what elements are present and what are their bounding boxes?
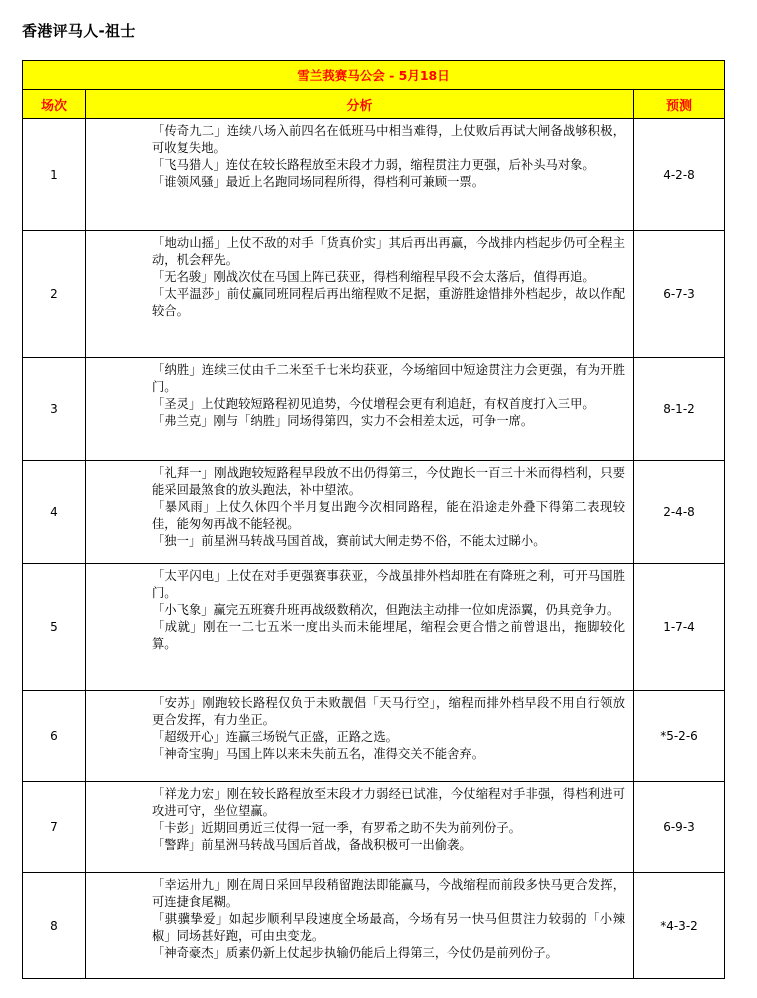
analysis-paragraph: 「幸运卅九」刚在周日采回早段稍留跑法即能赢马，今战缩程而前段多快马更合发挥，可连捷食尾糊。: [152, 878, 625, 909]
race-number: 3: [23, 358, 86, 461]
analysis-paragraph: 「无名骏」刚战次仗在马国上阵已获亚，得档利缩程早段不会太落后，值得再追。: [152, 270, 595, 284]
analysis-paragraph: 「地动山摇」上仗不敌的对手「货真价实」其后再出再赢，今战排内档起步仍可全程主动，机会秤先。: [152, 236, 625, 267]
analysis-cell: [86, 461, 634, 564]
analysis-cell: [86, 231, 634, 358]
analysis-paragraph: 「圣灵」上仗跑较短路程初见追势，今仗增程会更有利追赶，有权首度打入三甲。: [152, 397, 595, 411]
analysis-cell: [86, 691, 634, 782]
race-analysis-table: [22, 60, 725, 979]
analysis-paragraph: 「神奇宝驹」马国上阵以来未失前五名，准得交关不能舍弃。: [152, 747, 485, 761]
race-number: 4: [23, 461, 86, 564]
race-number: 8: [23, 873, 86, 979]
analysis-paragraph: 「骐骥挚爱」如起步顺利早段速度全场最高，今场有另一快马但贯注力较弱的「小辣椒」同场甚好跑，可由虫变龙。: [152, 912, 625, 943]
analysis-paragraph: 「谁领风骚」最近上名跑同场同程所得，得档利可兼顾一票。: [152, 175, 485, 189]
analysis-paragraph: 「超级开心」连赢三场锐气正盛，正路之选。: [152, 730, 398, 744]
table-row: [23, 119, 725, 231]
analysis-paragraph: 「卡彭」近期回勇近三仗得一冠一季，有罗希之助不失为前列份子。: [152, 821, 521, 835]
table-row: [23, 564, 725, 691]
prediction: 1-7-4: [634, 564, 725, 691]
prediction: 2-4-8: [634, 461, 725, 564]
header-prediction: 预测: [634, 90, 725, 119]
table-row: [23, 358, 725, 461]
analysis-paragraph: 「祥龙力宏」刚在较长路程放至末段才力弱经已试准，今仗缩程对手非强，得档利进可攻进可守，坐位望赢。: [152, 787, 625, 818]
analysis-paragraph: 「暴风雨」上仗久休四个半月复出跑今次相同路程，能在沿途走外叠下得第二表现较佳，能匆匆再战不能轻视。: [152, 500, 625, 531]
analysis-paragraph: 「警跸」前星洲马转战马国后首战，备战积极可一出偷袭。: [152, 838, 472, 852]
analysis-paragraph: 「小飞象」赢完五班赛升班再战级数稍次，但跑法主动排一位如虎添翼，仍具竞争力。: [152, 603, 620, 617]
table-banner-row: [23, 61, 725, 90]
race-number: 1: [23, 119, 86, 231]
prediction: *5-2-6: [634, 691, 725, 782]
analysis-cell: [86, 873, 634, 979]
table-row: [23, 461, 725, 564]
analysis-paragraph: 「太平闪电」上仗在对手更强赛事获亚，今战虽排外档却胜在有降班之利，可开马国胜门。: [152, 569, 625, 600]
race-number: 7: [23, 782, 86, 873]
analysis-paragraph: 「独一」前星洲马转战马国首战，赛前试大闸走势不俗，不能太过睇小。: [152, 534, 546, 548]
table-header-row: [23, 90, 725, 119]
analysis-cell: [86, 119, 634, 231]
analysis-paragraph: 「成就」刚在一二七五米一度出头而未能埋尾，缩程会更合惜之前曾退出，拖脚较化算。: [152, 620, 625, 651]
table-row: [23, 231, 725, 358]
prediction: 6-7-3: [634, 231, 725, 358]
table-banner: 雪兰莪赛马公会 - 5月18日: [23, 61, 725, 90]
analysis-cell: [86, 358, 634, 461]
analysis-paragraph: 「礼拜一」刚战跑较短路程早段放不出仍得第三，今仗跑长一百三十米而得档利，只要能采回最煞食的放头跑法，补中望浓。: [152, 466, 625, 497]
table-row: [23, 782, 725, 873]
header-race: 场次: [23, 90, 86, 119]
analysis-cell: [86, 782, 634, 873]
analysis-paragraph: 「太平温莎」前仗赢同班同程后再出缩程败不足据，重游胜途惜排外档起步，故以作配较合。: [152, 287, 625, 318]
table-row: [23, 691, 725, 782]
prediction: 6-9-3: [634, 782, 725, 873]
analysis-paragraph: 「弗兰克」刚与「纳胜」同场得第四，实力不会相差太远，可争一席。: [152, 414, 534, 428]
table-row: [23, 873, 725, 979]
prediction: 8-1-2: [634, 358, 725, 461]
race-number: 6: [23, 691, 86, 782]
analysis-cell: [86, 564, 634, 691]
analysis-paragraph: 「传奇九二」连续八场入前四名在低班马中相当难得，上仗败后再试大闸备战够积极，可收复失地。: [152, 124, 625, 155]
race-number: 5: [23, 564, 86, 691]
analysis-paragraph: 「神奇豪杰」质素仍新上仗起步执输仍能后上得第三，今仗仍是前列份子。: [152, 946, 558, 960]
analysis-paragraph: 「安苏」刚跑较长路程仅负于未败靓倡「天马行空」，缩程而排外档早段不用自行领放更合发挥，有力坐正。: [152, 696, 625, 727]
table-body: [23, 119, 725, 979]
race-number: 2: [23, 231, 86, 358]
prediction: 4-2-8: [634, 119, 725, 231]
analysis-paragraph: 「纳胜」连续三仗由千二米至千七米均获亚，今场缩回中短途贯注力会更强，有为开胜门。: [152, 363, 625, 394]
prediction: *4-3-2: [634, 873, 725, 979]
page-title: 香港评马人-祖士: [22, 22, 136, 40]
header-analysis: 分析: [86, 90, 634, 119]
analysis-paragraph: 「飞马猎人」连仗在较长路程放至末段才力弱，缩程贯注力更强，后补头马对象。: [152, 158, 595, 172]
